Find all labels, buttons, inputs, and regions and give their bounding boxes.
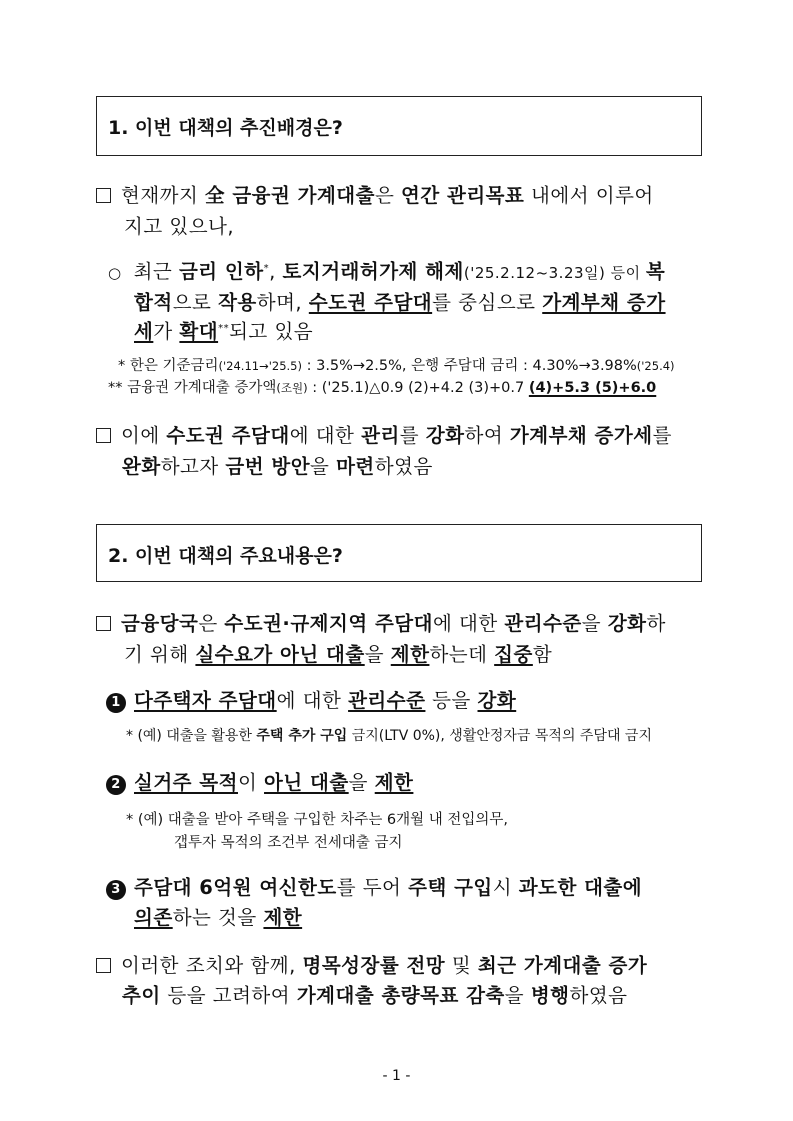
s2-paragraph1-line2: 기 위해 실수요가 아닌 대출을 제한하는데 집중함 — [124, 643, 553, 666]
section2-title: 2. 이번 대책의 주요내용은? — [108, 545, 343, 567]
checkbox-icon — [96, 616, 111, 631]
number-3-icon: 3 — [106, 880, 126, 900]
section1-title: 1. 이번 대책의 추진배경은? — [108, 117, 343, 139]
s2-item1-note: * (예) 대출을 활용한 주택 추가 구입 금지(LTV 0%), 생활안정자금 목적의 주담대 금지 — [126, 728, 652, 744]
s1-footnote2: ** 금융권 가계대출 증가액(조원) : ('25.1)△0.9 (2)+4.2 (3)+0.7 (4)+5.3 (5)+6.0 — [108, 380, 657, 396]
checkbox-icon — [96, 958, 111, 973]
number-2-icon: 2 — [106, 775, 126, 795]
s1-paragraph1-line1: 현재까지 全 금융권 가계대출은 연간 관리목표 내에서 이루어 — [96, 180, 654, 208]
number-1-icon: 1 — [106, 693, 126, 713]
s1-bullet-line2: 합적으로 작용하며, 수도권 주담대를 중심으로 가계부채 증가 — [134, 291, 666, 314]
s1-paragraph3-line2: 완화하고자 금번 방안을 마련하였음 — [122, 455, 433, 478]
s2-item2-note-line1: * (예) 대출을 받아 주택을 구입한 차주는 6개월 내 전입의무, — [126, 812, 509, 828]
s2-item2-note-line2: 갭투자 목적의 조건부 전세대출 금지 — [174, 835, 403, 851]
s2-paragraph1-line1: 금융당국은 수도권·규제지역 주담대에 대한 관리수준을 강화하 — [96, 608, 666, 636]
s1-footnote1: * 한은 기준금리('24.11→'25.5) : 3.5%→2.5%, 은행 주담대 금리 : 4.30%→3.98%('25.4) — [118, 358, 675, 374]
s2-paragraph2-line1: 이러한 조치와 함께, 명목성장률 전망 및 최근 가계대출 증가 — [96, 950, 647, 978]
s2-item3-line2: 의존하는 것을 제한 — [134, 906, 303, 929]
checkbox-icon — [96, 188, 111, 203]
s2-paragraph2-line2: 추이 등을 고려하여 가계대출 총량목표 감축을 병행하였음 — [122, 984, 628, 1007]
s1-bullet-line1: ○ 최근 금리 인하*, 토지거래허가제 해제('25.2.12~3.23일) 등이 복 — [108, 260, 666, 283]
s1-bullet-line3: 세가 확대**되고 있음 — [134, 320, 314, 343]
section2-header-box — [96, 524, 702, 582]
s2-item1: 1 다주택자 주담대에 대한 관리수준 등을 강화 — [106, 685, 516, 713]
s2-item3-line1: 3 주담대 6억원 여신한도를 두어 주택 구입시 과도한 대출에 — [106, 872, 642, 900]
checkbox-icon — [96, 428, 111, 443]
circle-bullet-icon: ○ — [108, 264, 122, 282]
page-number: - 1 - — [382, 1068, 411, 1084]
s1-paragraph1-line2: 지고 있으나, — [124, 215, 235, 238]
section1-header-box — [96, 96, 702, 156]
s2-item2: 2 실거주 목적이 아닌 대출을 제한 — [106, 767, 413, 795]
s1-paragraph3-line1: 이에 수도권 주담대에 대한 관리를 강화하여 가계부채 증가세를 — [96, 420, 672, 448]
